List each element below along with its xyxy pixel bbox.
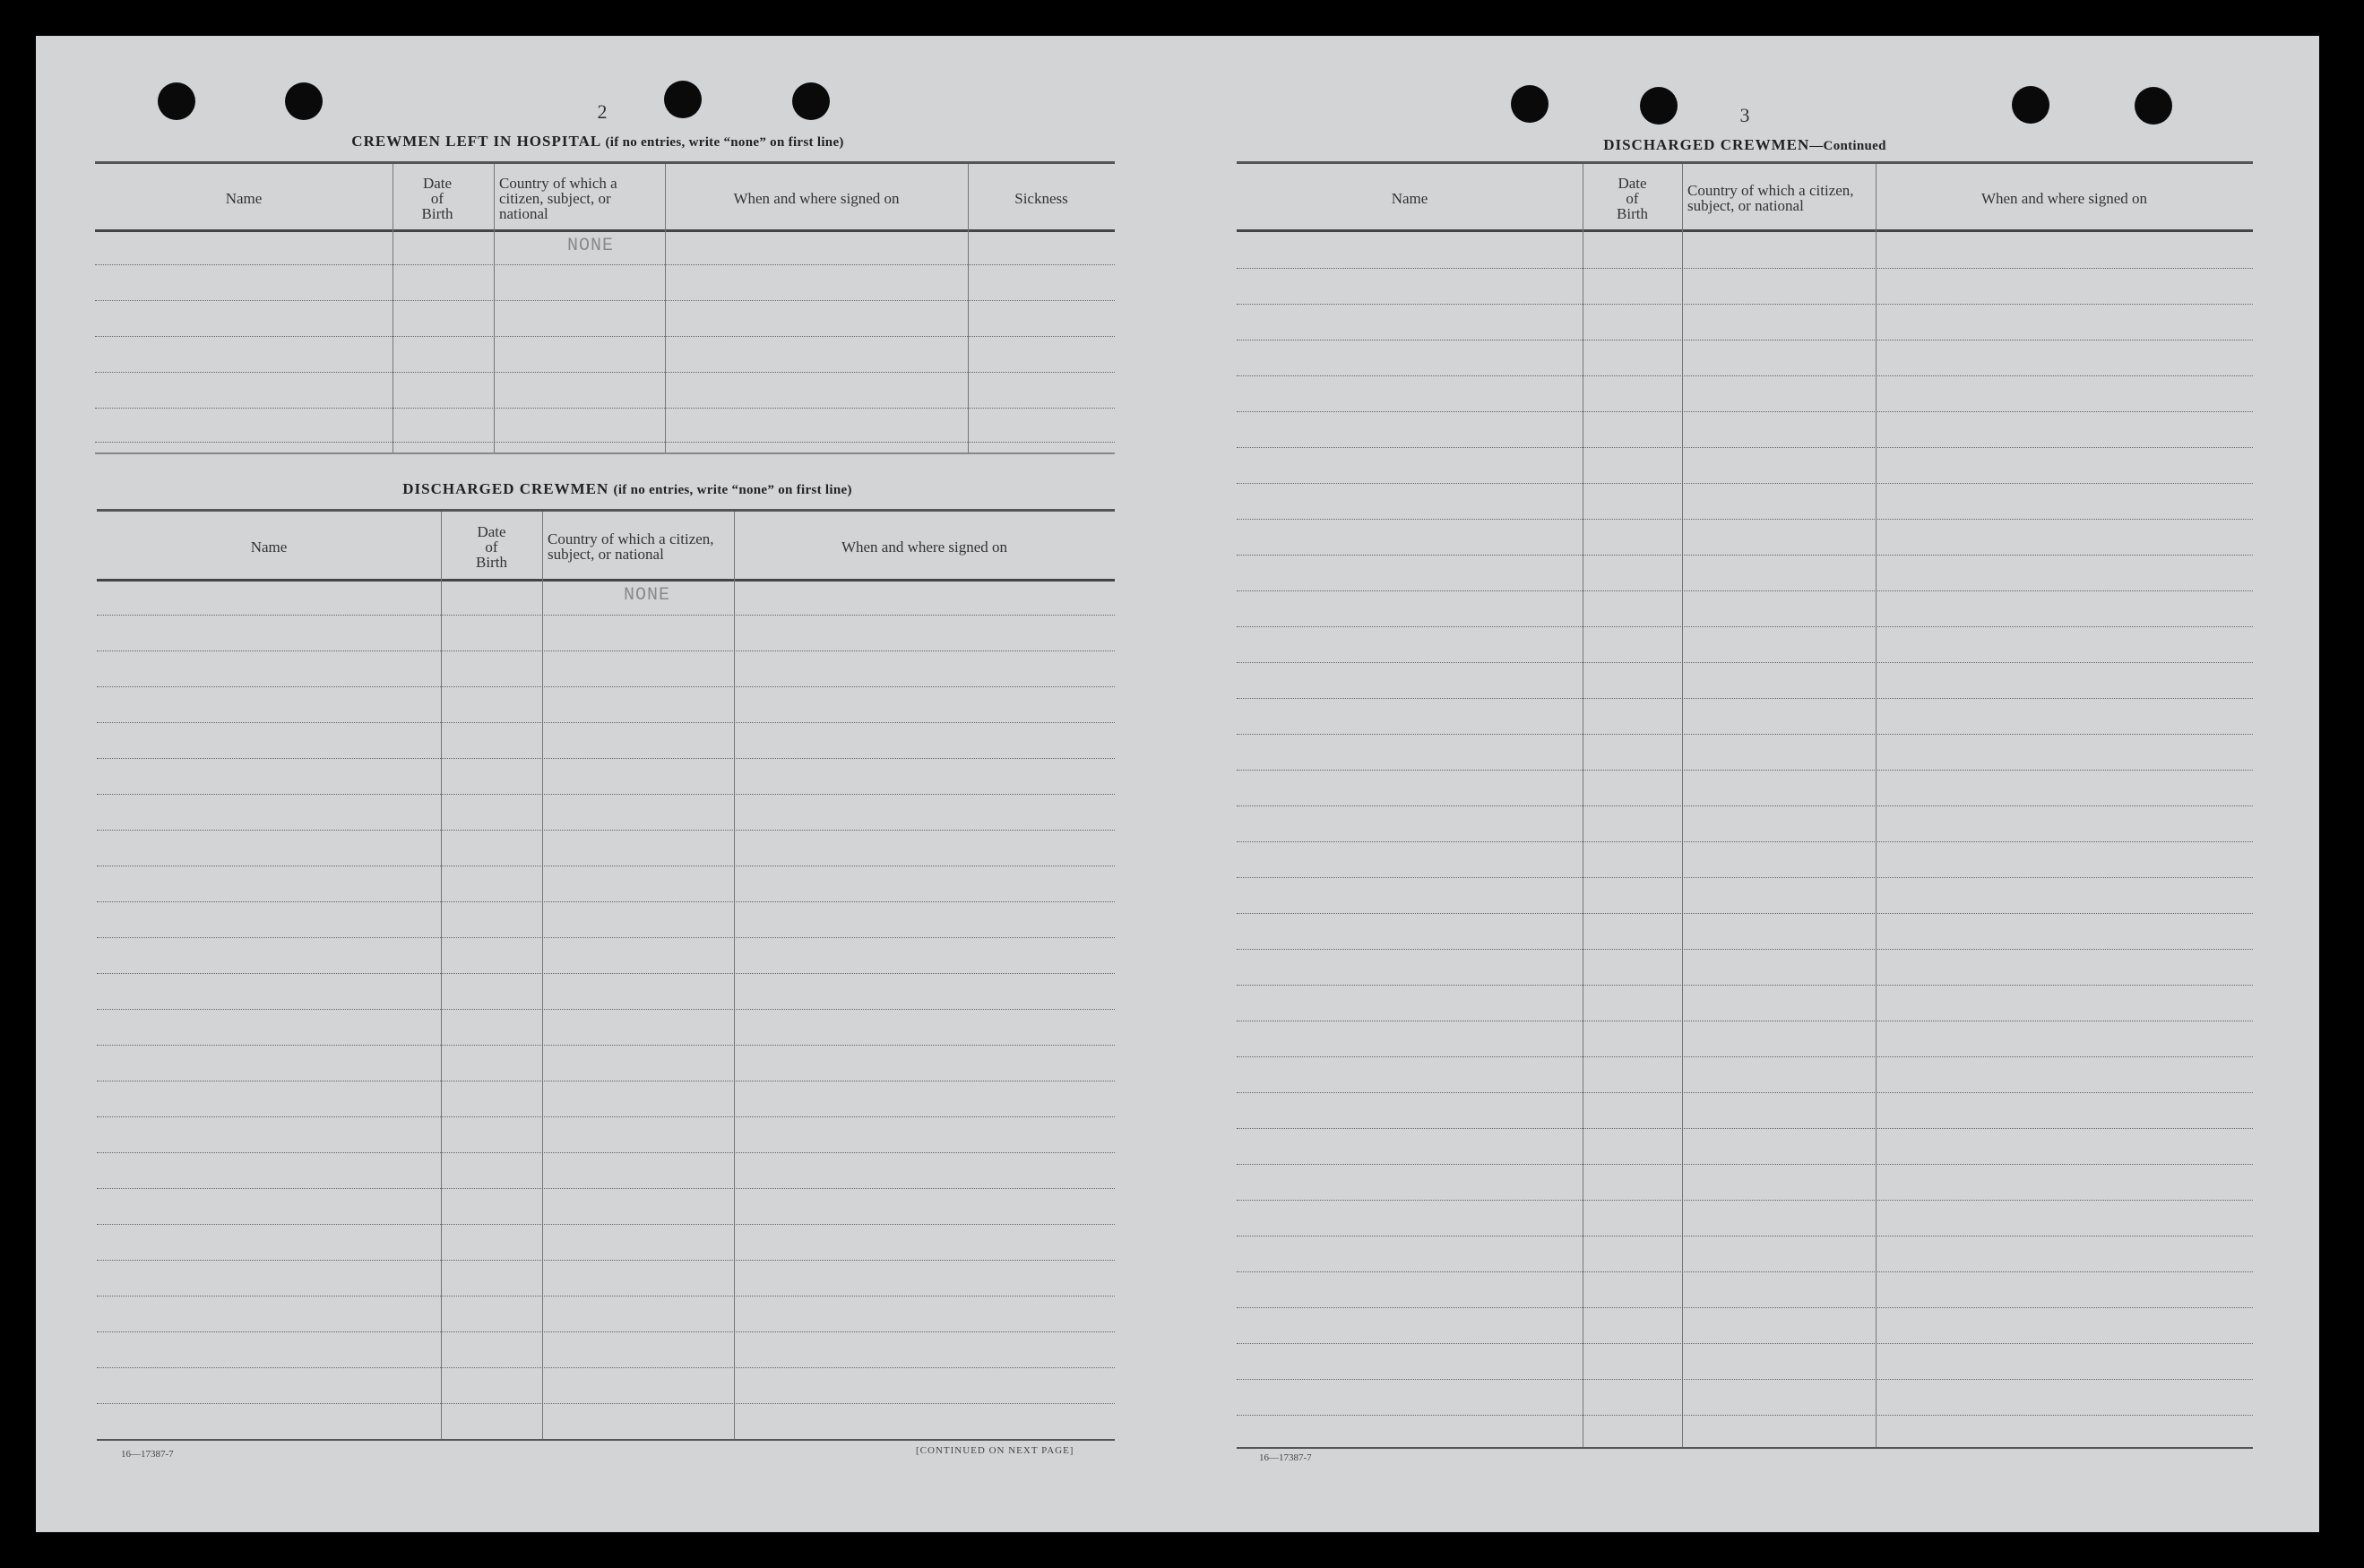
punch-hole-icon	[1640, 87, 1678, 125]
discharged-header-dob: Date of Birth	[476, 522, 507, 571]
discharged-section-title	[402, 480, 852, 498]
punch-hole-icon	[1511, 85, 1549, 123]
punch-hole-icon	[2135, 87, 2172, 125]
hospital-title-note: (if no entries, write “none” on first line)	[605, 135, 844, 150]
hospital-entry-none: NONE	[567, 236, 615, 256]
punch-hole-icon	[664, 81, 702, 118]
hospital-title-text: CREWMEN LEFT IN HOSPITAL	[351, 133, 601, 150]
hospital-header-country: Country of which a citizen, subject, or national	[499, 174, 617, 222]
continued-header-dob: Date of Birth	[1617, 174, 1648, 222]
hospital-table	[95, 161, 1115, 454]
hospital-header-sickness: Sickness	[1014, 189, 1068, 207]
page-number-right: 3	[1739, 104, 1750, 126]
hospital-section-title	[351, 133, 843, 151]
continued-header-name: Name	[1391, 189, 1428, 207]
discharged-table	[97, 509, 1115, 1441]
continued-header-signed-on: When and where signed on	[1980, 189, 2148, 207]
hospital-header-name: Name	[225, 189, 263, 207]
hospital-header-signed-on: When and where signed on	[733, 189, 900, 207]
discharged-title-text: DISCHARGED CREWMEN	[402, 480, 609, 497]
discharged-title-note: (if no entries, write “none” on first line)	[613, 483, 852, 497]
discharged-header-name: Name	[250, 538, 288, 556]
punch-hole-icon	[158, 82, 195, 120]
discharged-continued-note: —Continued	[1809, 139, 1886, 153]
punch-hole-icon	[285, 82, 323, 120]
discharged-header-signed-on: When and where signed on	[841, 538, 1008, 556]
punch-hole-icon	[2012, 86, 2049, 124]
hospital-header-dob: Date of Birth	[421, 174, 453, 222]
discharged-continued-table	[1237, 161, 2253, 1449]
continued-header-country: Country of which a citizen, subject, or national	[1687, 182, 1854, 214]
discharged-continued-title-text: DISCHARGED CREWMEN	[1603, 136, 1810, 153]
form-number-left: 16—17387-7	[121, 1449, 174, 1460]
punch-hole-icon	[792, 82, 830, 120]
form-number-right: 16—17387-7	[1259, 1452, 1312, 1463]
page-number-left: 2	[597, 100, 608, 123]
discharged-header-country: Country of which a citizen, subject, or national	[548, 530, 714, 563]
continued-note: [CONTINUED ON NEXT PAGE]	[916, 1445, 1074, 1456]
form-sheet	[36, 36, 2319, 1532]
discharged-continued-title	[1603, 136, 1886, 154]
discharged-entry-none: NONE	[624, 585, 671, 606]
